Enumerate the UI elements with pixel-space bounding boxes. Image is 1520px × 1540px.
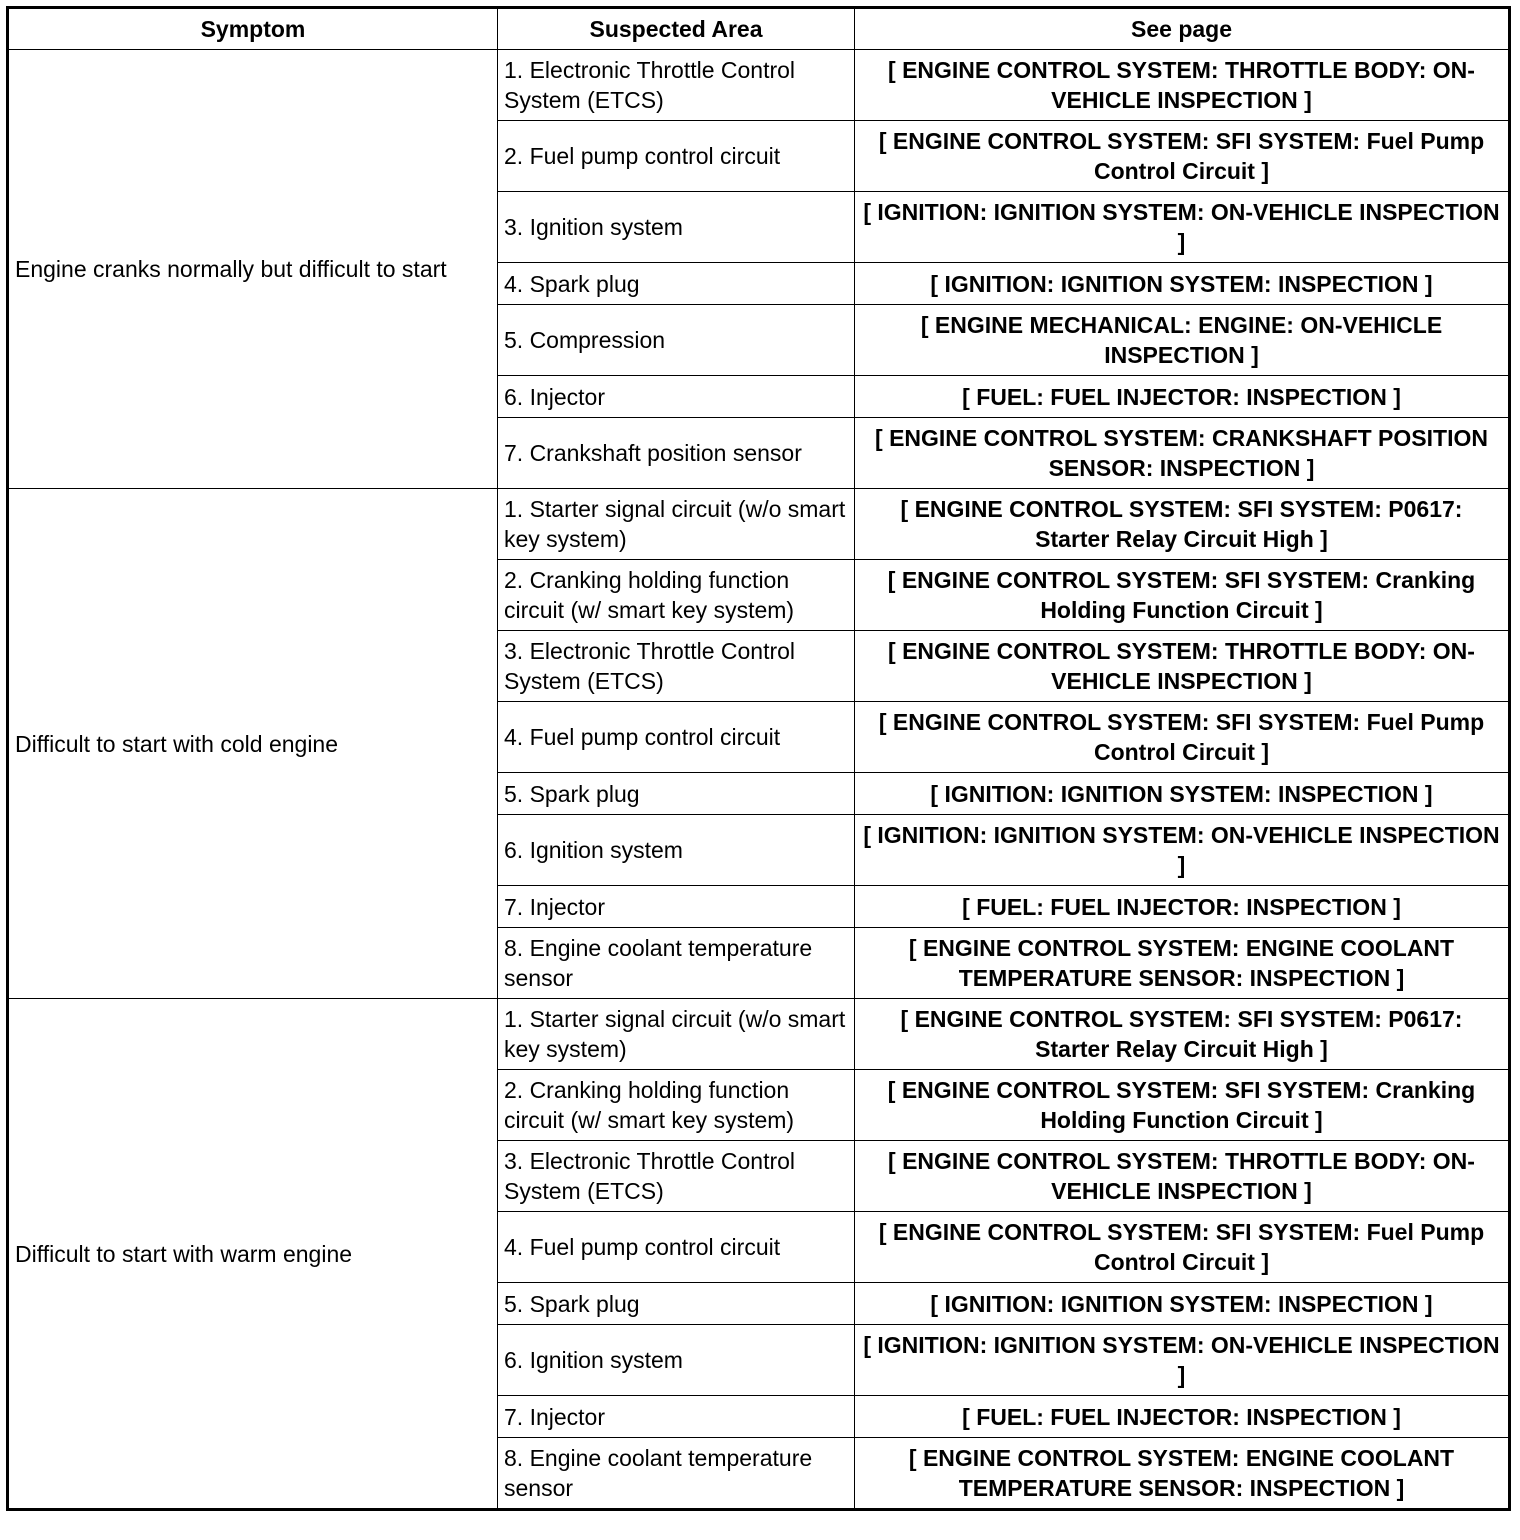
suspected-area-cell: 6. Injector bbox=[498, 376, 855, 418]
suspected-area-cell: 2. Fuel pump control circuit bbox=[498, 121, 855, 192]
symptom-cell: Engine cranks normally but difficult to start bbox=[8, 50, 498, 489]
see-page-link[interactable]: [ FUEL: FUEL INJECTOR: INSPECTION ] bbox=[855, 376, 1510, 418]
see-page-link[interactable]: [ ENGINE MECHANICAL: ENGINE: ON-VEHICLE INSPECTION ] bbox=[855, 305, 1510, 376]
see-page-link[interactable]: [ IGNITION: IGNITION SYSTEM: ON-VEHICLE INSPECTION ] bbox=[855, 815, 1510, 886]
suspected-area-cell: 8. Engine coolant temperature sensor bbox=[498, 928, 855, 999]
troubleshooting-table bbox=[6, 6, 1511, 1511]
see-page-link[interactable]: [ FUEL: FUEL INJECTOR: INSPECTION ] bbox=[855, 886, 1510, 928]
see-page-link[interactable]: [ ENGINE CONTROL SYSTEM: ENGINE COOLANT TEMPERATURE SENSOR: INSPECTION ] bbox=[855, 928, 1510, 999]
header-symptom: Symptom bbox=[8, 8, 498, 50]
suspected-area-cell: 4. Fuel pump control circuit bbox=[498, 1212, 855, 1283]
header-row bbox=[8, 8, 1510, 50]
see-page-link[interactable]: [ ENGINE CONTROL SYSTEM: SFI SYSTEM: P0617: Starter Relay Circuit High ] bbox=[855, 999, 1510, 1070]
suspected-area-cell: 6. Ignition system bbox=[498, 815, 855, 886]
suspected-area-cell: 7. Injector bbox=[498, 1396, 855, 1438]
suspected-area-cell: 3. Electronic Throttle Control System (ETCS) bbox=[498, 1141, 855, 1212]
suspected-area-cell: 7. Crankshaft position sensor bbox=[498, 418, 855, 489]
table-row bbox=[8, 999, 1510, 1070]
see-page-link[interactable]: [ IGNITION: IGNITION SYSTEM: ON-VEHICLE INSPECTION ] bbox=[855, 1325, 1510, 1396]
symptom-cell: Difficult to start with cold engine bbox=[8, 489, 498, 999]
suspected-area-cell: 3. Ignition system bbox=[498, 192, 855, 263]
see-page-link[interactable]: [ ENGINE CONTROL SYSTEM: SFI SYSTEM: Fuel Pump Control Circuit ] bbox=[855, 1212, 1510, 1283]
table-row bbox=[8, 489, 1510, 560]
see-page-link[interactable]: [ ENGINE CONTROL SYSTEM: CRANKSHAFT POSITION SENSOR: INSPECTION ] bbox=[855, 418, 1510, 489]
suspected-area-cell: 4. Fuel pump control circuit bbox=[498, 702, 855, 773]
suspected-area-cell: 3. Electronic Throttle Control System (ETCS) bbox=[498, 631, 855, 702]
symptom-cell: Difficult to start with warm engine bbox=[8, 999, 498, 1510]
see-page-link[interactable]: [ ENGINE CONTROL SYSTEM: THROTTLE BODY: ON-VEHICLE INSPECTION ] bbox=[855, 50, 1510, 121]
suspected-area-cell: 5. Spark plug bbox=[498, 1283, 855, 1325]
suspected-area-cell: 2. Cranking holding function circuit (w/ smart key system) bbox=[498, 1070, 855, 1141]
suspected-area-cell: 1. Starter signal circuit (w/o smart key system) bbox=[498, 489, 855, 560]
see-page-link[interactable]: [ IGNITION: IGNITION SYSTEM: ON-VEHICLE INSPECTION ] bbox=[855, 192, 1510, 263]
see-page-link[interactable]: [ ENGINE CONTROL SYSTEM: SFI SYSTEM: P0617: Starter Relay Circuit High ] bbox=[855, 489, 1510, 560]
suspected-area-cell: 1. Electronic Throttle Control System (ETCS) bbox=[498, 50, 855, 121]
see-page-link[interactable]: [ FUEL: FUEL INJECTOR: INSPECTION ] bbox=[855, 1396, 1510, 1438]
see-page-link[interactable]: [ ENGINE CONTROL SYSTEM: SFI SYSTEM: Fuel Pump Control Circuit ] bbox=[855, 702, 1510, 773]
header-suspected-area: Suspected Area bbox=[498, 8, 855, 50]
suspected-area-cell: 2. Cranking holding function circuit (w/ smart key system) bbox=[498, 560, 855, 631]
suspected-area-cell: 8. Engine coolant temperature sensor bbox=[498, 1438, 855, 1510]
suspected-area-cell: 5. Spark plug bbox=[498, 773, 855, 815]
see-page-link[interactable]: [ IGNITION: IGNITION SYSTEM: INSPECTION ] bbox=[855, 1283, 1510, 1325]
suspected-area-cell: 7. Injector bbox=[498, 886, 855, 928]
table-row bbox=[8, 50, 1510, 121]
see-page-link[interactable]: [ ENGINE CONTROL SYSTEM: THROTTLE BODY: ON-VEHICLE INSPECTION ] bbox=[855, 1141, 1510, 1212]
suspected-area-cell: 1. Starter signal circuit (w/o smart key system) bbox=[498, 999, 855, 1070]
see-page-link[interactable]: [ ENGINE CONTROL SYSTEM: SFI SYSTEM: Cranking Holding Function Circuit ] bbox=[855, 560, 1510, 631]
see-page-link[interactable]: [ ENGINE CONTROL SYSTEM: ENGINE COOLANT TEMPERATURE SENSOR: INSPECTION ] bbox=[855, 1438, 1510, 1510]
see-page-link[interactable]: [ ENGINE CONTROL SYSTEM: SFI SYSTEM: Cranking Holding Function Circuit ] bbox=[855, 1070, 1510, 1141]
see-page-link[interactable]: [ ENGINE CONTROL SYSTEM: THROTTLE BODY: ON-VEHICLE INSPECTION ] bbox=[855, 631, 1510, 702]
see-page-link[interactable]: [ IGNITION: IGNITION SYSTEM: INSPECTION ] bbox=[855, 773, 1510, 815]
suspected-area-cell: 4. Spark plug bbox=[498, 263, 855, 305]
suspected-area-cell: 6. Ignition system bbox=[498, 1325, 855, 1396]
header-see-page: See page bbox=[855, 8, 1510, 50]
see-page-link[interactable]: [ IGNITION: IGNITION SYSTEM: INSPECTION ] bbox=[855, 263, 1510, 305]
see-page-link[interactable]: [ ENGINE CONTROL SYSTEM: SFI SYSTEM: Fuel Pump Control Circuit ] bbox=[855, 121, 1510, 192]
suspected-area-cell: 5. Compression bbox=[498, 305, 855, 376]
